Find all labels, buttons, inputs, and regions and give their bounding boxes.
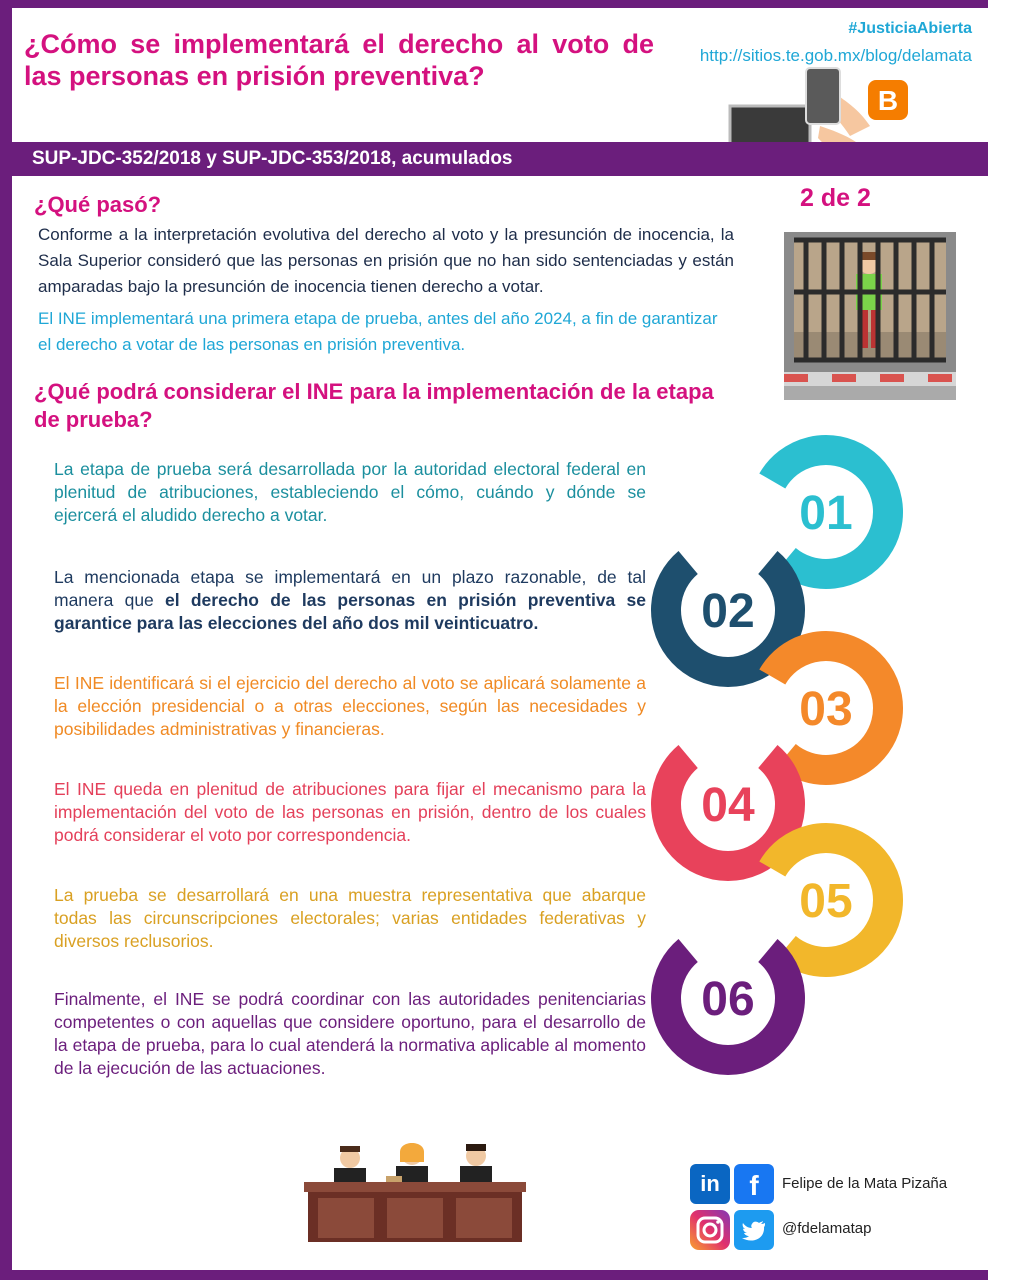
item-02-bold: el derecho de las personas en prisión preventiva se garantice para las elecciones del año dos mil veinticuatro. [54,590,646,633]
blogger-icon[interactable] [868,80,908,120]
author-handle[interactable]: @fdelamatap [782,1220,872,1237]
ring-number-02: 02 [701,585,755,638]
list-item-05: La prueba se desarrollará en una muestra representativa que abarque todas las circunscripciones electorales; varias entidades federativas y diversos reclusorios. [54,885,646,951]
paragraph-summary: Conforme a la interpretación evolutiva del derecho al voto y la presunción de inocencia, la Sala Superior consideró que las personas en prisión que no han sido sentenciadas y están amparadas bajo la presunción de inocencia tienen derecho a votar. [38,225,734,296]
section-heading-ine: ¿Qué podrá considerar el INE para la implementación de la etapa de prueba? [34,379,714,432]
list-item-03: El INE identificará si el ejercicio del derecho al voto se aplicará solamente a la elección presidencial o a otras elecciones, según las necesidades y posibilidades administrativas y financieras. [54,673,646,739]
ring-number-03: 03 [799,683,853,736]
item-02-text: La mencionada etapa se implementará en un plazo razonable, de tal manera que [54,567,646,610]
page-title: ¿Cómo se implementará el derecho al voto de las personas en prisión preventiva? [24,29,654,91]
list-item-06: Finalmente, el INE se podrá coordinar con las autoridades penitenciarias competentes o con aquellas que considere oportuno, para el desarrollo de la etapa de prueba, para lo cual atenderá la normativa aplicable al momento de la ejecución de las actuaciones. [54,989,646,1078]
hashtag[interactable]: #JusticiaAbierta [848,20,972,37]
case-band: SUP-JDC-352/2018 y SUP-JDC-353/2018, acumulados [12,142,988,176]
instagram-icon[interactable] [690,1210,730,1250]
right-margin [988,0,1034,1280]
svg-text:B: B [877,85,899,116]
ring-number-04: 04 [701,779,755,832]
list-item-02 [54,566,646,635]
numbered-rings [640,428,920,1088]
twitter-icon[interactable] [734,1210,774,1250]
list-item-01: La etapa de prueba será desarrollada por la autoridad electoral federal en plenitud de atribuciones, estableciendo el cómo, cuándo y dónde se ejercerá el aludido derecho a votar. [54,459,646,525]
linkedin-icon[interactable]: in [690,1164,730,1204]
page-indicator: 2 de 2 [800,184,871,212]
judges-illustration [304,1138,526,1244]
ring-number-05: 05 [799,875,853,928]
blog-link[interactable]: http://sitios.te.gob.mx/blog/delamata [699,46,972,65]
author-name: Felipe de la Mata Pizaña [782,1175,948,1192]
list-item-04: El INE queda en plenitud de atribuciones para fijar el mecanismo para la implementación del voto de las personas en prisión, dentro de los cuales podrá considerar el voto por correspondencia. [54,779,646,845]
prison-illustration [784,232,956,400]
section-heading-que-paso: ¿Qué pasó? [34,192,162,217]
facebook-icon[interactable]: f [734,1164,774,1204]
ring-number-01: 01 [799,487,853,540]
ring-number-06: 06 [701,973,755,1026]
paragraph-ine: El INE implementará una primera etapa de prueba, antes del año 2024, a fin de garantizar el derecho a votar de las personas en prisión preventiva. [38,309,718,354]
